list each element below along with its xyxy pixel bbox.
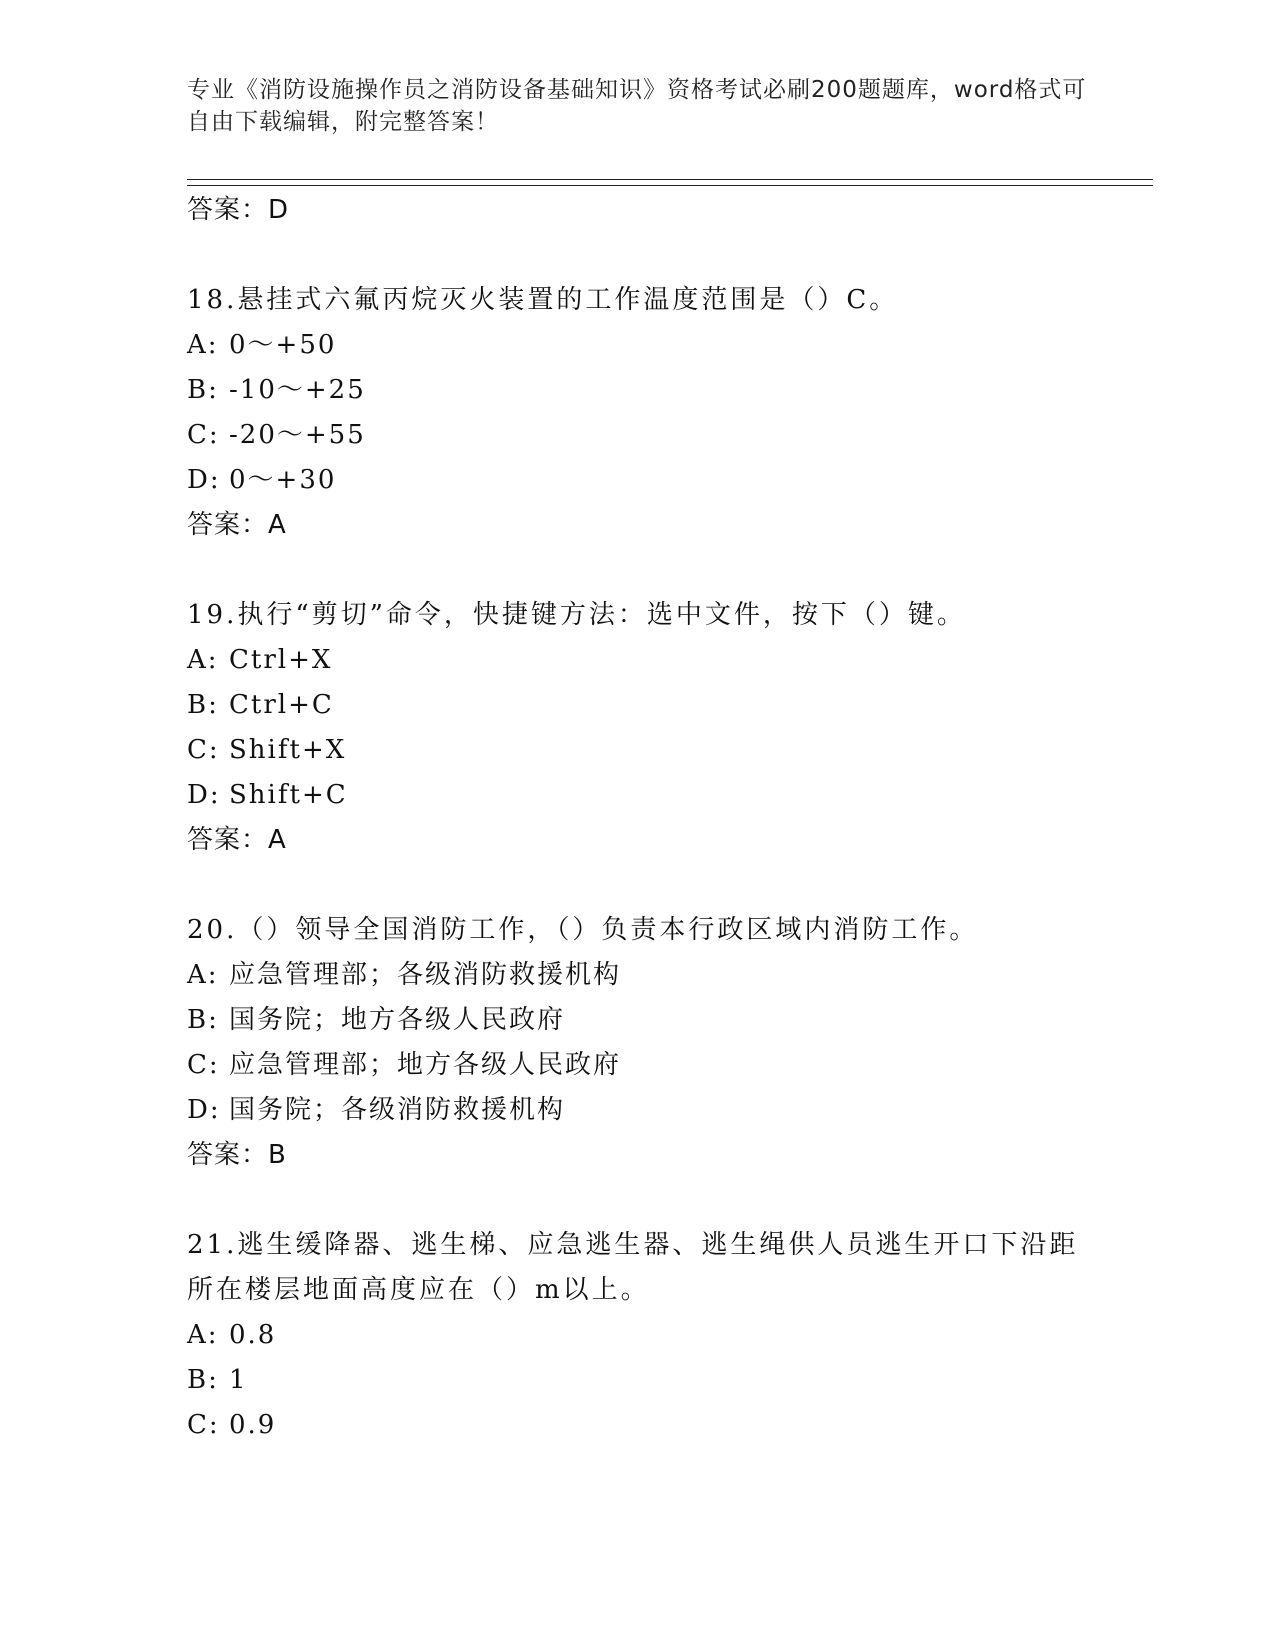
option-label: C:: [187, 1050, 220, 1080]
option-c: [187, 1043, 1107, 1088]
option-c: [187, 728, 1107, 773]
option-text: Ctrl+X: [229, 645, 333, 675]
option-label: A:: [187, 330, 219, 360]
option-text: 应急管理部；各级消防救援机构: [229, 960, 622, 990]
answer-line: [187, 1133, 1107, 1178]
option-text: 0.9: [229, 1410, 277, 1440]
question-18: [187, 278, 1107, 548]
option-label: B:: [187, 1365, 219, 1395]
option-text: 应急管理部；地方各级人民政府: [229, 1050, 622, 1080]
answer-line: [187, 818, 1107, 863]
option-label: B:: [187, 1005, 219, 1035]
option-text: 0～+50: [229, 330, 337, 360]
option-label: C:: [187, 735, 220, 765]
option-text: 国务院；各级消防救援机构: [229, 1095, 566, 1125]
option-d: [187, 458, 1107, 503]
option-text: 0.8: [229, 1320, 277, 1350]
question-20: [187, 908, 1107, 1178]
option-a: [187, 323, 1107, 368]
option-label: A:: [187, 645, 219, 675]
option-label: D:: [187, 1095, 221, 1125]
answer-prefix: 答案：: [187, 825, 269, 855]
question-text: 19.执行“剪切”命令，快捷键方法：选中文件，按下（）键。: [187, 600, 966, 630]
option-b: [187, 998, 1107, 1043]
option-text: 国务院；地方各级人民政府: [229, 1005, 566, 1035]
option-b: [187, 368, 1107, 413]
question-text: 21.逃生缓降器、逃生梯、应急逃生器、逃生绳供人员逃生开口下沿距所在楼层地面高度应在（）m以上。: [187, 1230, 1079, 1305]
answer-line: [187, 503, 1107, 548]
option-text: 0～+30: [229, 465, 337, 495]
option-text: 1: [229, 1365, 248, 1395]
option-label: C:: [187, 420, 220, 450]
option-b: [187, 1358, 1107, 1403]
document-body: [187, 188, 1107, 1448]
option-text: Shift+C: [229, 780, 348, 810]
option-text: Shift+X: [229, 735, 347, 765]
option-label: A:: [187, 1320, 219, 1350]
option-label: A:: [187, 960, 219, 990]
answer-value: A: [268, 510, 287, 540]
answer-line-17: [187, 188, 1107, 233]
option-a: [187, 1313, 1107, 1358]
option-text: Ctrl+C: [229, 690, 334, 720]
option-d: [187, 773, 1107, 818]
option-c: [187, 413, 1107, 458]
option-label: D:: [187, 465, 221, 495]
option-a: [187, 638, 1107, 683]
answer-value: A: [268, 825, 287, 855]
option-d: [187, 1088, 1107, 1133]
option-b: [187, 683, 1107, 728]
answer-prefix: 答案：: [187, 510, 269, 540]
answer-prefix: 答案：: [187, 195, 269, 225]
answer-prefix: 答案：: [187, 1140, 269, 1170]
option-a: [187, 953, 1107, 998]
option-label: B:: [187, 690, 219, 720]
option-label: B:: [187, 375, 219, 405]
answer-value: D: [268, 195, 290, 225]
option-text: -20～+55: [229, 420, 366, 450]
option-label: D:: [187, 780, 221, 810]
option-label: C:: [187, 1410, 220, 1440]
question-21: [187, 1223, 1107, 1448]
page-header: 专业《消防设施操作员之消防设备基础知识》资格考试必刷200题题库，word格式可自由下载编辑，附完整答案！: [187, 77, 1087, 135]
question-19: [187, 593, 1107, 863]
answer-value: B: [268, 1140, 287, 1170]
option-c: [187, 1403, 1107, 1448]
question-text: 20.（）领导全国消防工作，（）负责本行政区域内消防工作。: [187, 915, 979, 945]
header-divider: [187, 179, 1153, 186]
question-text: 18.悬挂式六氟丙烷灭火装置的工作温度范围是（）C。: [187, 285, 899, 315]
option-text: -10～+25: [229, 375, 366, 405]
